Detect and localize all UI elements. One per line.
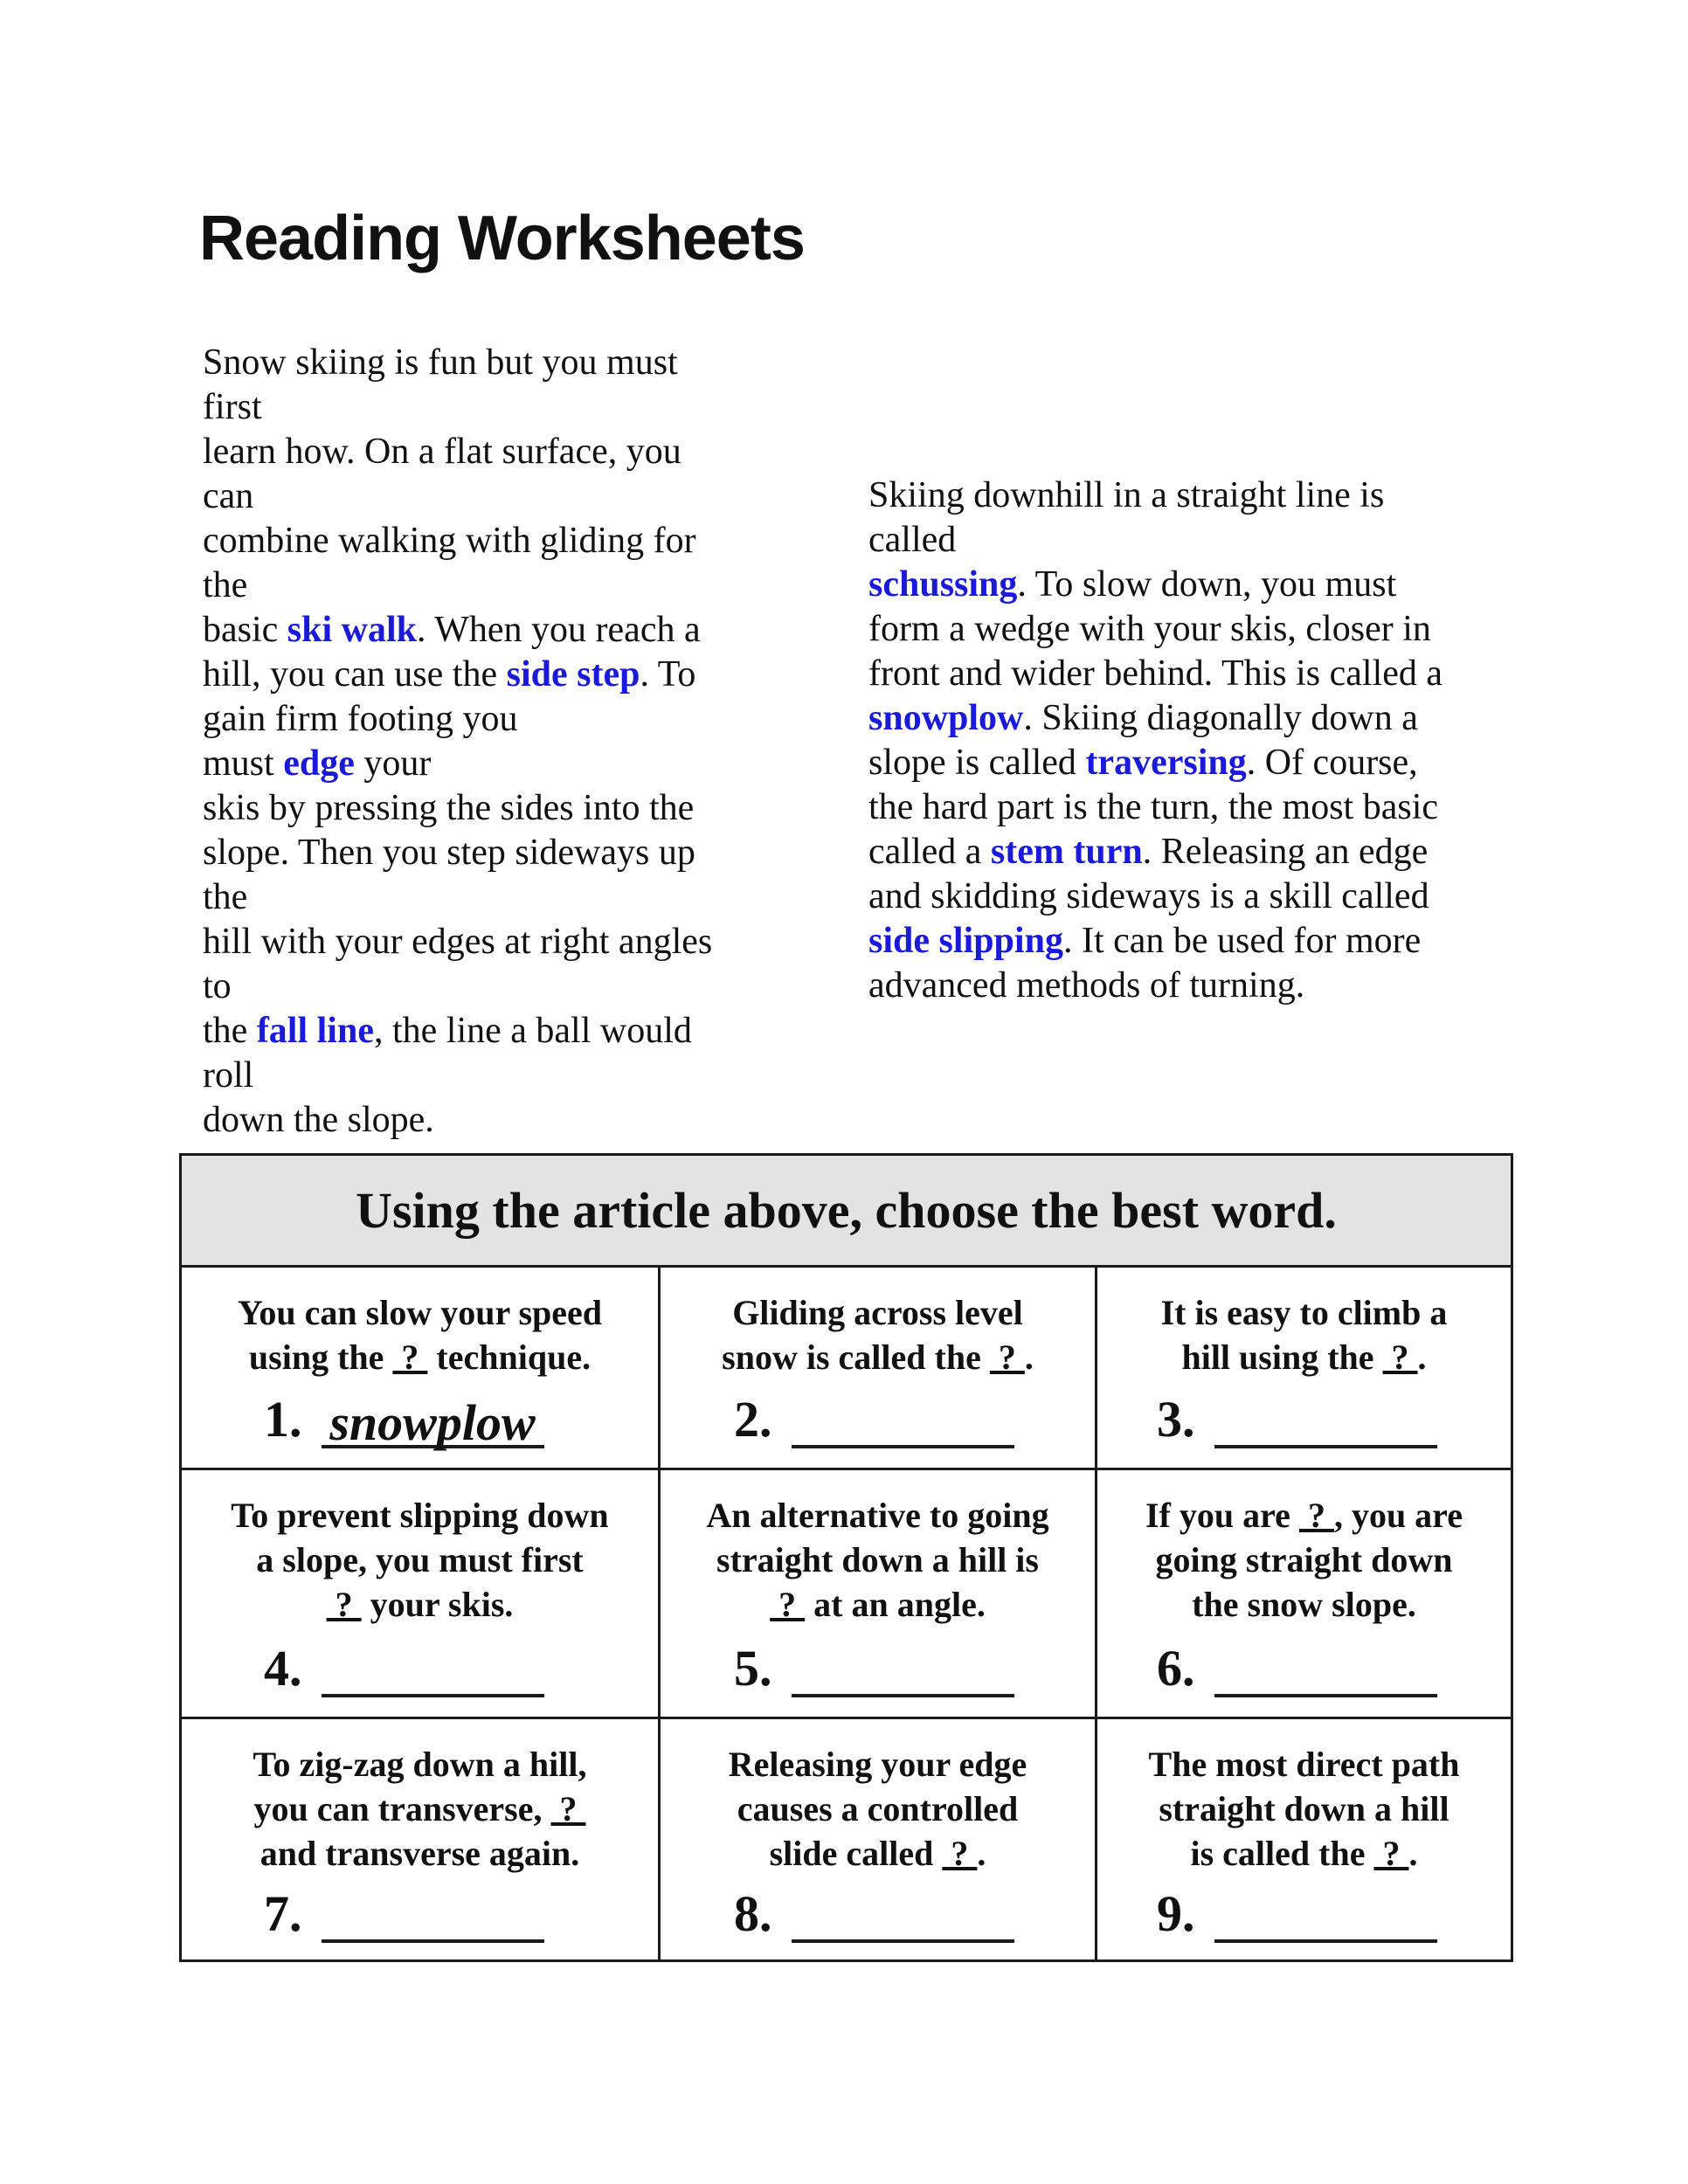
text-segment: form a wedge with your skis, closer in <box>868 609 1431 649</box>
text-segment: hill with your edges at right angles <box>203 922 713 962</box>
text-segment: , the line a ball would <box>373 1011 692 1051</box>
answer-blank[interactable] <box>1214 1896 1437 1943</box>
question-cell-5 <box>661 1470 1097 1719</box>
article-right-line <box>868 563 1442 607</box>
article-right-line <box>868 696 1442 741</box>
question-cell-6 <box>1097 1470 1511 1719</box>
article-right-column <box>868 473 1442 1008</box>
article-left-line <box>203 742 712 786</box>
key-term: traversing <box>1085 743 1247 783</box>
text-segment: . <box>1408 1834 1418 1873</box>
question-line <box>182 1290 658 1335</box>
answer-row <box>1157 1639 1437 1697</box>
text-segment: . Releasing an edge <box>1142 832 1429 872</box>
text-segment: . <box>1417 1337 1427 1377</box>
text-segment: can <box>203 476 254 516</box>
text-segment: the <box>203 1011 257 1051</box>
text-segment: Releasing your edge <box>728 1745 1027 1784</box>
article-left-line <box>203 920 712 964</box>
question-cell-3 <box>1097 1268 1511 1470</box>
question-line <box>182 1493 658 1538</box>
text-segment: snow is called the <box>722 1337 990 1377</box>
answer-blank[interactable] <box>792 1896 1014 1943</box>
question-line <box>182 1582 658 1627</box>
text-segment: . Skiing diagonally down a <box>1023 698 1418 738</box>
text-segment: front and wider behind. This is called a <box>868 653 1443 694</box>
text-segment: the hard part is the turn, the most basic <box>868 787 1439 827</box>
text-segment: . <box>1024 1337 1034 1377</box>
text-segment: the snow slope. <box>1192 1585 1416 1624</box>
article-left-line <box>203 786 712 831</box>
question-text <box>661 1470 1095 1627</box>
article-right-line <box>868 473 1442 518</box>
text-segment: Gliding across level <box>732 1293 1023 1332</box>
text-segment: straight down a hill <box>1159 1789 1449 1828</box>
text-segment: . When you reach a <box>417 610 701 650</box>
text-segment: . <box>977 1834 986 1873</box>
key-term: stem turn <box>990 832 1143 872</box>
question-line <box>1097 1831 1511 1876</box>
answer-row <box>734 1884 1014 1943</box>
text-segment: slope is called <box>868 743 1086 783</box>
question-line <box>661 1493 1095 1538</box>
question-line <box>661 1582 1095 1627</box>
text-segment: first <box>203 387 262 427</box>
question-text <box>182 1719 658 1876</box>
article-left-line <box>203 697 712 742</box>
question-number: 8. <box>734 1885 772 1942</box>
article-left-line <box>203 1098 712 1143</box>
article-left-column <box>203 341 712 1143</box>
key-term: fall line <box>256 1011 374 1051</box>
text-segment: at an angle. <box>805 1585 986 1624</box>
text-segment: To prevent slipping down <box>231 1496 609 1535</box>
text-segment: roll <box>203 1055 254 1095</box>
text-segment: technique. <box>427 1337 591 1377</box>
text-segment: causes a controlled <box>737 1789 1019 1828</box>
question-cell-1 <box>182 1268 661 1470</box>
question-text <box>1097 1719 1511 1876</box>
question-text <box>661 1268 1095 1379</box>
text-segment: If you are <box>1145 1496 1299 1535</box>
question-number: 2. <box>734 1391 772 1448</box>
article-left-line <box>203 519 712 563</box>
answer-blank[interactable] <box>322 1650 544 1697</box>
answer-blank[interactable]: snowplow <box>322 1401 544 1448</box>
key-term: edge <box>283 743 355 784</box>
text-segment: your <box>354 743 432 784</box>
text-segment: hill, you can use the <box>203 654 507 695</box>
article-left-line <box>203 474 712 519</box>
question-cell-4 <box>182 1470 661 1719</box>
article-left-line <box>203 653 712 697</box>
question-line <box>1097 1290 1511 1335</box>
key-term: schussing <box>868 564 1018 605</box>
text-segment: . To slow down, you must <box>1017 564 1397 605</box>
text-segment: must <box>203 743 284 784</box>
question-number: 6. <box>1157 1640 1195 1697</box>
blank-marker: ? <box>942 1834 978 1873</box>
text-segment: and transverse again. <box>259 1834 580 1873</box>
question-line <box>1097 1493 1511 1538</box>
question-text <box>182 1470 658 1627</box>
text-segment: using the <box>248 1337 393 1377</box>
article-right-line <box>868 741 1442 785</box>
question-number: 9. <box>1157 1885 1195 1942</box>
answer-row <box>1157 1390 1437 1448</box>
text-segment: called a <box>868 832 991 872</box>
text-segment: called <box>868 520 957 560</box>
answer-blank[interactable] <box>1214 1401 1437 1448</box>
text-segment: You can slow your speed <box>237 1293 603 1332</box>
text-segment: Skiing downhill in a straight line is <box>868 475 1385 515</box>
text-segment: and skidding sideways is a skill called <box>868 876 1429 916</box>
question-line <box>1097 1742 1511 1787</box>
answer-row <box>734 1639 1014 1697</box>
article-right-line <box>868 607 1442 652</box>
text-segment: gain firm footing you <box>203 699 518 739</box>
question-line <box>661 1831 1095 1876</box>
text-segment: basic <box>203 610 287 650</box>
question-table <box>179 1153 1513 1962</box>
article-left-line <box>203 964 712 1009</box>
blank-marker: ? <box>550 1789 586 1828</box>
article-right-line <box>868 874 1442 919</box>
text-segment: you can transverse, <box>253 1789 551 1828</box>
article-left-line <box>203 341 712 385</box>
question-number: 1. <box>264 1391 302 1448</box>
question-cell-9 <box>1097 1719 1511 1962</box>
text-segment: The most direct path <box>1148 1745 1460 1784</box>
question-line <box>661 1290 1095 1335</box>
question-line <box>661 1742 1095 1787</box>
question-number: 3. <box>1157 1391 1195 1448</box>
article-right-line <box>868 919 1442 964</box>
answer-blank[interactable] <box>792 1650 1014 1697</box>
question-line <box>661 1538 1095 1582</box>
text-segment: . To <box>640 654 696 695</box>
text-segment: advanced methods of turning. <box>868 965 1305 1006</box>
article-left-line <box>203 1009 712 1054</box>
text-segment: . Of course, <box>1246 743 1418 783</box>
answer-row <box>264 1884 544 1943</box>
question-line <box>182 1538 658 1582</box>
question-text <box>661 1719 1095 1876</box>
article-left-line <box>203 563 712 608</box>
article-right-line <box>868 652 1442 696</box>
key-term: ski walk <box>287 610 418 650</box>
answer-blank[interactable] <box>1214 1650 1437 1697</box>
question-cell-8 <box>661 1719 1097 1962</box>
text-segment: a slope, you must first <box>256 1540 584 1579</box>
question-cell-2 <box>661 1268 1097 1470</box>
answer-blank[interactable] <box>792 1401 1014 1448</box>
page-title: Reading Worksheets <box>199 204 805 273</box>
question-grid <box>182 1268 1511 1962</box>
text-segment: going straight down <box>1155 1540 1453 1579</box>
text-segment: hill using the <box>1181 1337 1383 1377</box>
blank-marker: ? <box>1298 1496 1334 1535</box>
text-segment: the <box>203 877 248 917</box>
answer-row <box>264 1639 544 1697</box>
text-segment: slope. Then you step sideways up <box>203 833 695 873</box>
blank-marker: ? <box>770 1585 806 1624</box>
answer-row <box>264 1390 544 1451</box>
blank-marker: ? <box>392 1337 428 1377</box>
question-line <box>1097 1335 1511 1379</box>
answer-row <box>734 1390 1014 1448</box>
article-right-line <box>868 830 1442 874</box>
article-left-line <box>203 385 712 430</box>
text-segment: . It can be used for more <box>1062 921 1422 961</box>
text-segment: Snow skiing is fun but you must <box>203 342 678 383</box>
blank-marker: ? <box>1373 1834 1409 1873</box>
question-line <box>1097 1538 1511 1582</box>
question-table-heading: Using the article above, choose the best word. <box>182 1156 1511 1268</box>
article-left-line <box>203 875 712 920</box>
text-segment: to <box>203 966 232 1006</box>
article-right-line <box>868 964 1442 1008</box>
blank-marker: ? <box>989 1337 1025 1377</box>
question-text <box>182 1268 658 1379</box>
text-segment: skis by pressing the sides into the <box>203 788 695 828</box>
blank-marker: ? <box>326 1585 362 1624</box>
blank-marker: ? <box>1382 1337 1418 1377</box>
text-segment: An alternative to going <box>706 1496 1049 1535</box>
key-term: side slipping <box>868 921 1063 961</box>
question-number: 5. <box>734 1640 772 1697</box>
article-right-line <box>868 785 1442 830</box>
article-left-line <box>203 430 712 474</box>
question-line <box>661 1335 1095 1379</box>
text-segment: is called the <box>1190 1834 1374 1873</box>
question-line <box>1097 1582 1511 1627</box>
question-text <box>1097 1268 1511 1379</box>
question-line <box>661 1787 1095 1831</box>
article-left-line <box>203 1054 712 1098</box>
answer-row <box>1157 1884 1437 1943</box>
question-line <box>182 1335 658 1379</box>
text-segment: down the slope. <box>203 1100 434 1140</box>
question-line <box>182 1742 658 1787</box>
key-term: side step <box>506 654 640 695</box>
question-text <box>1097 1470 1511 1627</box>
text-segment: learn how. On a flat surface, you <box>203 432 681 472</box>
text-segment: , you are <box>1333 1496 1463 1535</box>
text-segment: combine walking with gliding for <box>203 521 696 561</box>
article-right-line <box>868 518 1442 563</box>
text-segment: straight down a hill is <box>716 1540 1039 1579</box>
text-segment: slide called <box>769 1834 943 1873</box>
text-segment: To zig-zag down a hill, <box>253 1745 587 1784</box>
answer-blank[interactable] <box>322 1896 544 1943</box>
question-cell-7 <box>182 1719 661 1962</box>
question-line <box>182 1831 658 1876</box>
question-number: 7. <box>264 1885 302 1942</box>
text-segment: your skis. <box>361 1585 514 1624</box>
key-term: snowplow <box>868 698 1024 738</box>
question-line <box>182 1787 658 1831</box>
question-number: 4. <box>264 1640 302 1697</box>
question-line <box>1097 1787 1511 1831</box>
text-segment: It is easy to climb a <box>1160 1293 1448 1332</box>
article-left-line <box>203 831 712 875</box>
text-segment: the <box>203 565 248 605</box>
article-left-line <box>203 608 712 653</box>
